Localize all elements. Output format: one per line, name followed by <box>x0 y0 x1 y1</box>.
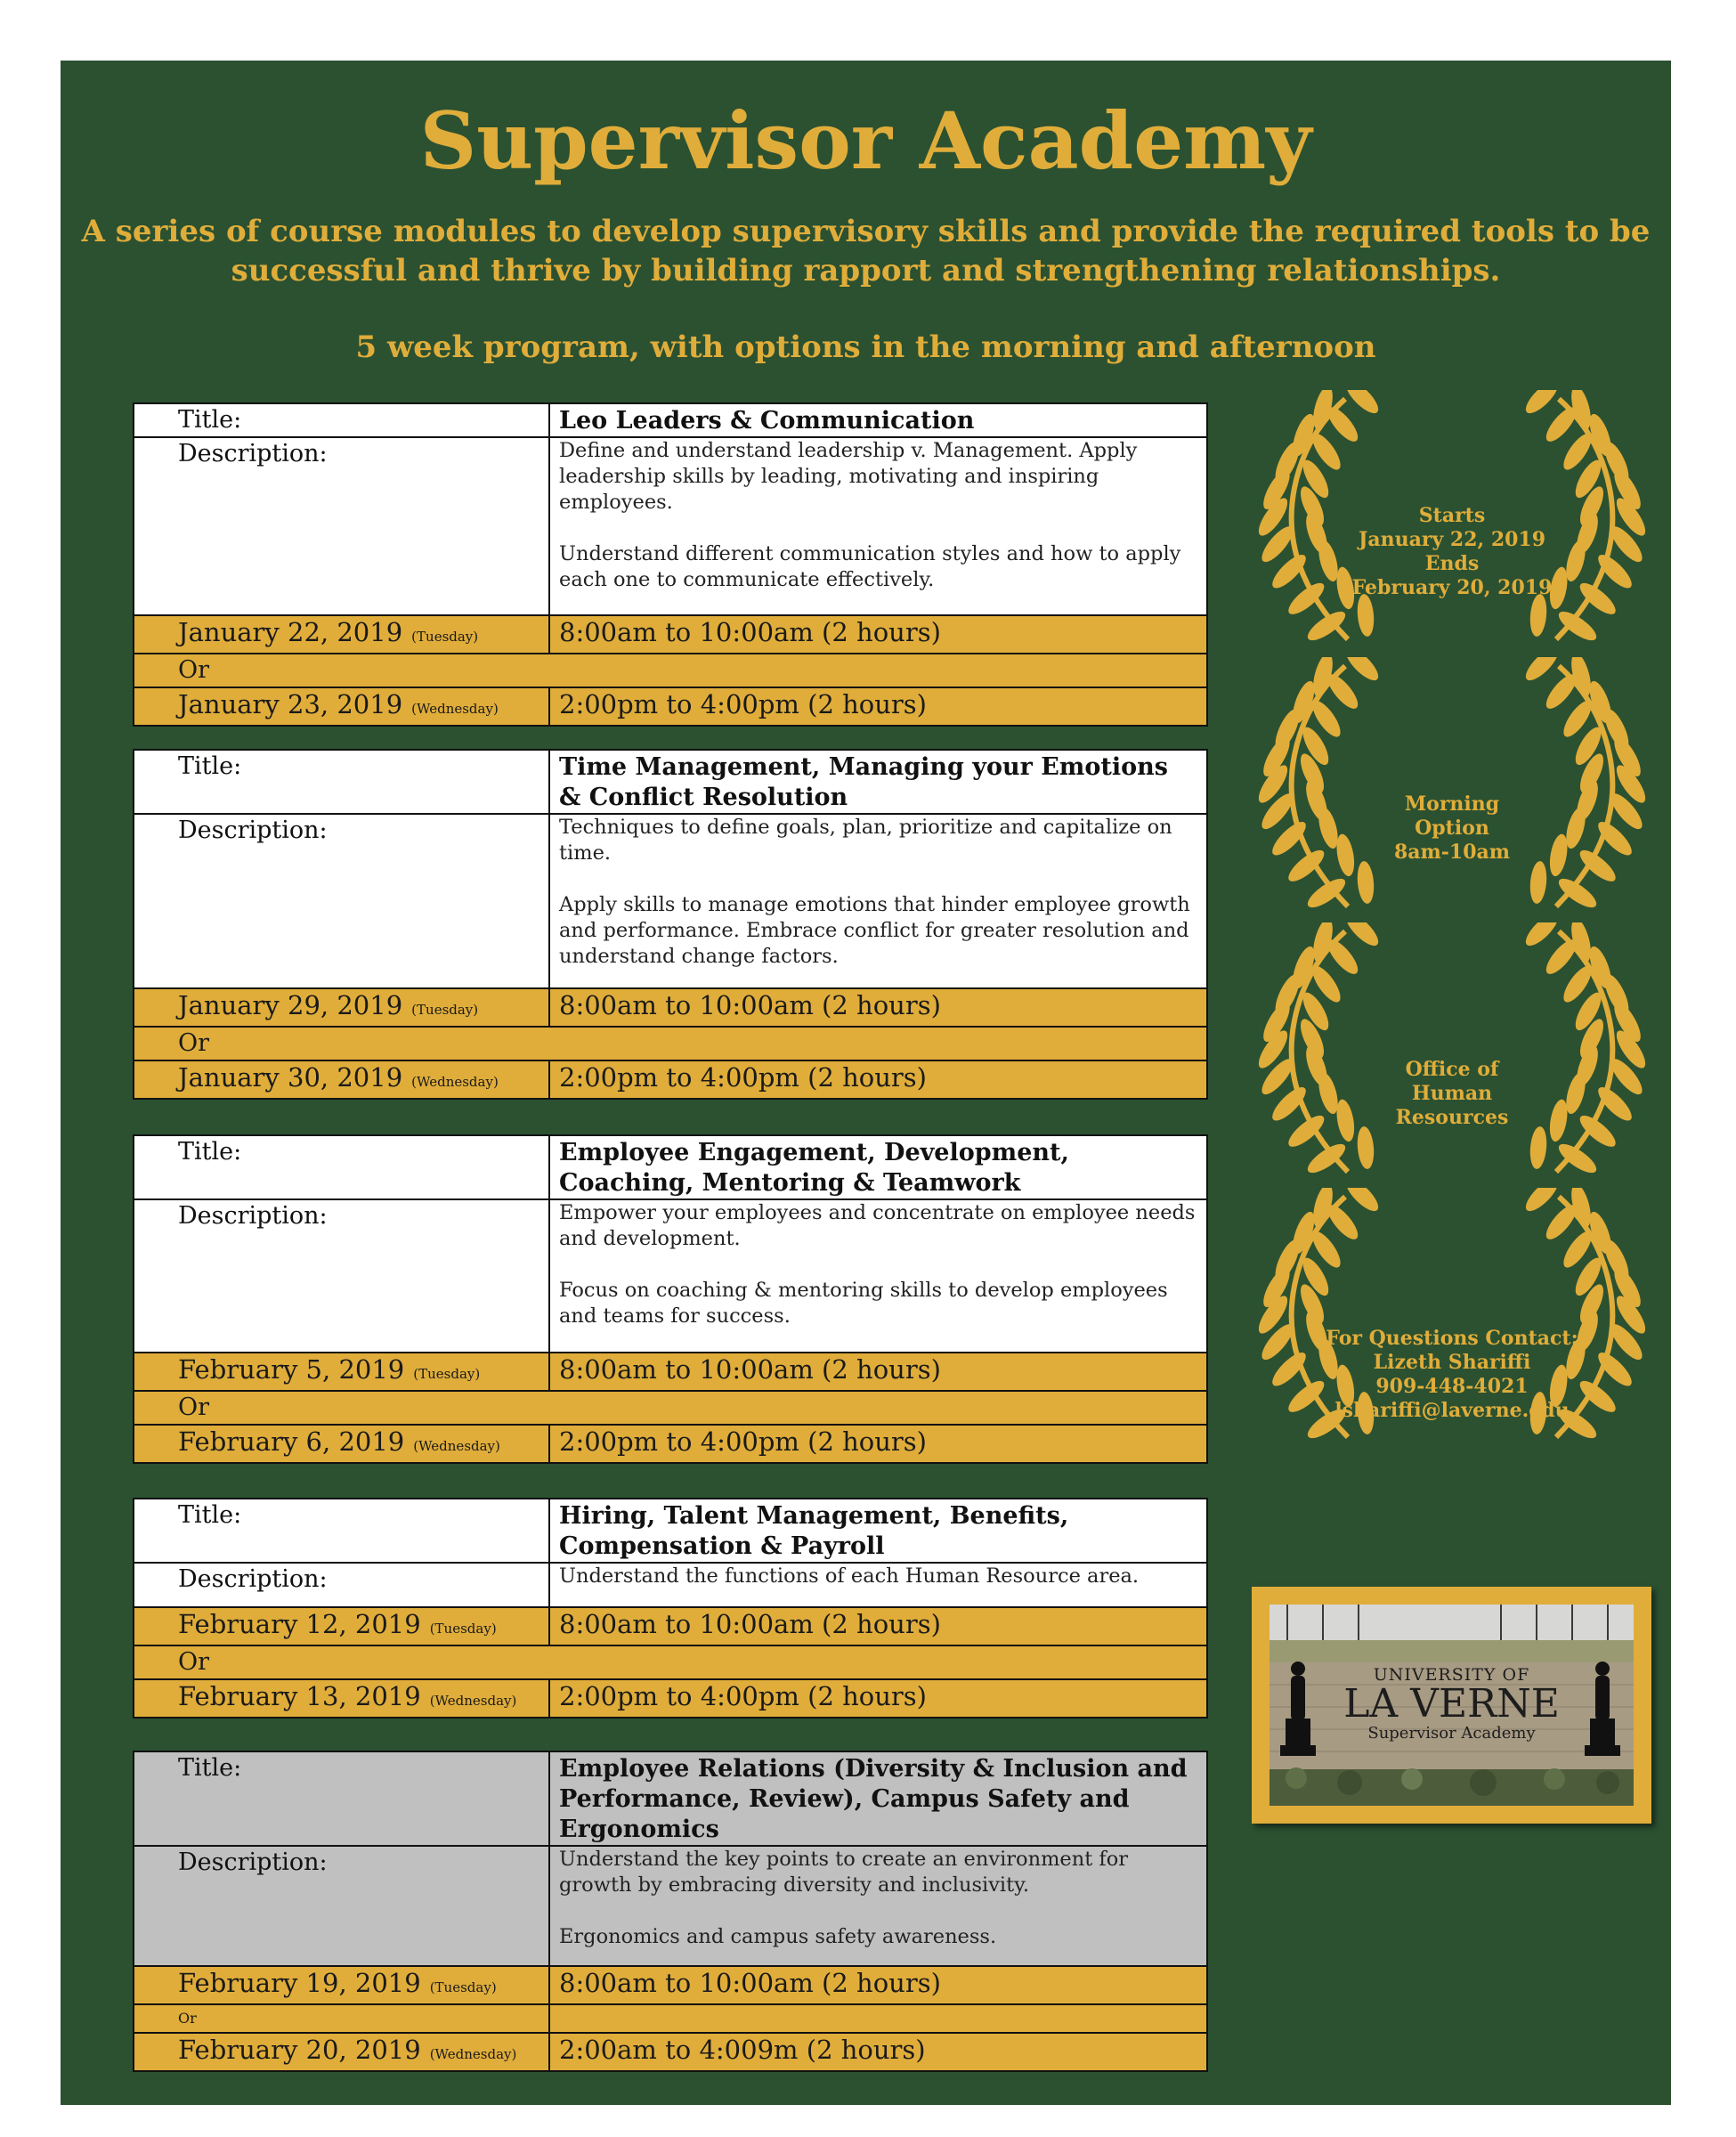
laurel-wreath-contact <box>1243 1188 1661 1446</box>
module-title: Time Management, Managing your Emotions & Conflict Resolution <box>549 750 1207 814</box>
university-sign-photo <box>1270 1605 1634 1806</box>
title-label: Title: <box>134 750 549 814</box>
program-summary: 5 week program, with options in the morning and afternoon <box>355 329 1376 365</box>
session-day-2: (Wednesday) <box>429 1693 517 1709</box>
title-label: Title: <box>134 403 549 437</box>
title-label: Title: <box>134 1499 549 1563</box>
laurel-wreath-dates <box>1243 390 1661 648</box>
module-description: Understand the functions of each Human Resource area. <box>549 1563 1207 1607</box>
morning-option-text: Morning Option 8am-10am <box>1393 792 1511 864</box>
title-label: Title: <box>134 1135 549 1199</box>
laurel-wreath-morning <box>1243 657 1661 915</box>
module-table-3 <box>133 1134 1208 1464</box>
session-day-2: (Wednesday) <box>413 1438 500 1454</box>
contact-text: For Questions Contact: Lizeth Shariffi 909-448-4021 lshariffi@laverne.edu <box>1326 1327 1578 1422</box>
session-date-2: February 13, 2019 (Wednesday) <box>134 1679 549 1718</box>
or-separator: Or <box>134 1027 1207 1060</box>
description-label: Description: <box>134 1846 549 1966</box>
module-title: Leo Leaders & Communication <box>549 403 1207 437</box>
page-subtitle: A series of course modules to develop supervisory skills and provide the required tools to be successful and thrive by building rapport and strengthening relationships. <box>81 214 1651 288</box>
session-date-1: January 22, 2019 (Tuesday) <box>134 615 549 654</box>
program-dates-text: Starts January 22, 2019 Ends February 20, 2019 <box>1351 504 1553 599</box>
session-time-2: 2:00am to 4:009m (2 hours) <box>549 2033 1207 2071</box>
session-time-2: 2:00pm to 4:00pm (2 hours) <box>549 687 1207 726</box>
or-separator: Or <box>134 654 1207 687</box>
laurel-wreath-office <box>1243 922 1661 1181</box>
session-day-2: (Wednesday) <box>429 2046 517 2062</box>
session-date-1: February 12, 2019 (Tuesday) <box>134 1607 549 1645</box>
module-description: Techniques to define goals, plan, prioritize and capitalize on time. Apply skills to manage emotions that hinder employee growth and performance. Embrace conflict for greater resolution and understand change factors. <box>549 814 1207 988</box>
session-time-2: 2:00pm to 4:00pm (2 hours) <box>549 1425 1207 1463</box>
sign-photo-frame <box>1252 1587 1651 1824</box>
session-time-2: 2:00pm to 4:00pm (2 hours) <box>549 1060 1207 1099</box>
session-date-2: February 20, 2019 (Wednesday) <box>134 2033 549 2071</box>
module-description: Define and understand leadership v. Management. Apply leadership skills by leading, motivating and inspiring employees. Understand different communication styles and how to apply each one to communicate effectively. <box>549 437 1207 615</box>
session-date-2: January 30, 2019 (Wednesday) <box>134 1060 549 1099</box>
page-title: Supervisor Academy <box>419 94 1312 187</box>
description-label: Description: <box>134 1563 549 1607</box>
office-text: Office of Human Resources <box>1395 1058 1509 1129</box>
session-time-1: 8:00am to 10:00am (2 hours) <box>549 1353 1207 1391</box>
sign-text: UNIVERSITY OF LA VERNE Supervisor Academy <box>1343 1665 1560 1743</box>
title-label: Title: <box>134 1751 549 1846</box>
session-date-1: February 5, 2019 (Tuesday) <box>134 1353 549 1391</box>
module-title: Employee Engagement, Development, Coaching, Mentoring & Teamwork <box>549 1135 1207 1199</box>
module-title: Hiring, Talent Management, Benefits, Compensation & Payroll <box>549 1499 1207 1563</box>
session-day-1: (Tuesday) <box>429 1621 497 1637</box>
module-table-4 <box>133 1498 1208 1719</box>
session-date-1: February 19, 2019 (Tuesday) <box>134 1966 549 2004</box>
session-date-2: January 23, 2019 (Wednesday) <box>134 687 549 726</box>
or-separator: Or <box>134 1391 1207 1425</box>
module-table-1 <box>133 402 1208 727</box>
session-day-1: (Tuesday) <box>429 1979 497 1995</box>
module-description: Understand the key points to create an environment for growth by embracing diversity and inclusivity. Ergonomics and campus safety awareness. <box>549 1846 1207 1966</box>
module-table-2 <box>133 749 1208 1100</box>
module-description: Empower your employees and concentrate on employee needs and development. Focus on coaching & mentoring skills to develop employees and teams for success. <box>549 1199 1207 1353</box>
description-label: Description: <box>134 437 549 615</box>
laurel-icon <box>1243 922 1661 1181</box>
module-table-5 <box>133 1751 1208 2072</box>
session-time-1: 8:00am to 10:00am (2 hours) <box>549 988 1207 1027</box>
session-date-1: January 29, 2019 (Tuesday) <box>134 988 549 1027</box>
session-time-1: 8:00am to 10:00am (2 hours) <box>549 1607 1207 1645</box>
flyer-board <box>61 61 1671 2105</box>
session-time-1: 8:00am to 10:00am (2 hours) <box>549 615 1207 654</box>
description-label: Description: <box>134 814 549 988</box>
laurel-icon <box>1243 657 1661 915</box>
session-day-2: (Wednesday) <box>411 701 499 717</box>
or-separator: Or <box>134 2004 549 2033</box>
session-time-2: 2:00pm to 4:00pm (2 hours) <box>549 1679 1207 1718</box>
session-day-1: (Tuesday) <box>411 1002 479 1018</box>
module-title: Employee Relations (Diversity & Inclusion and Performance, Review), Campus Safety and Ergonomics <box>549 1751 1207 1846</box>
session-date-2: February 6, 2019 (Wednesday) <box>134 1425 549 1463</box>
session-day-2: (Wednesday) <box>411 1074 499 1090</box>
session-time-1: 8:00am to 10:00am (2 hours) <box>549 1966 1207 2004</box>
or-separator: Or <box>134 1645 1207 1679</box>
session-day-1: (Tuesday) <box>411 629 479 645</box>
description-label: Description: <box>134 1199 549 1353</box>
session-day-1: (Tuesday) <box>413 1366 481 1382</box>
